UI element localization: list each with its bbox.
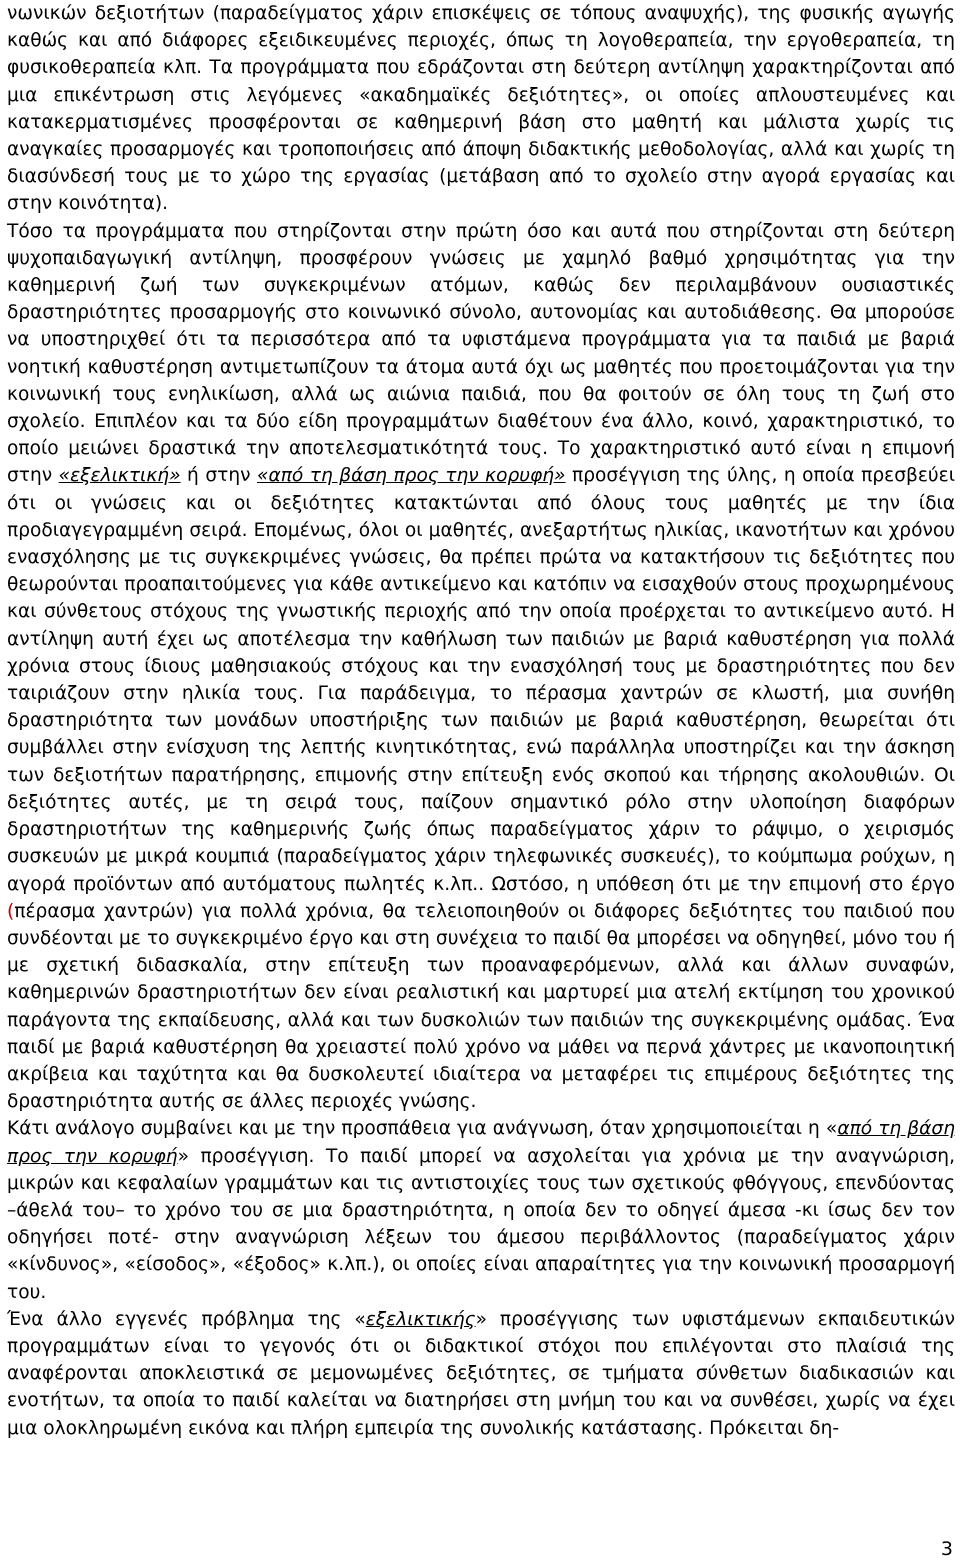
paragraph-3-text-a: Κάτι ανάλογο συμβαίνει και με την προσπάθεια για ανάγνωση, όταν χρησιμοποιείται η « (7, 1118, 838, 1140)
term-exeliktiki: «εξελικτική» (58, 465, 181, 487)
paragraph-3-text-b: » προσέγγιση. Το παιδί μπορεί να ασχολείται για χρόνια με την αναγνώριση, μικρών και κεφαλαίων γραμμάτων και τις αντιστοιχίες τους των σχετικούς φθόγγους, επενδύοντας –άθελά του– το χρόνο του σε μια δραστηριότητα, η οποία δεν το οδηγεί άμεσα -κι ίσως δεν τον οδηγήσει ποτέ- στην αναγνώριση λέξεων του άμεσου περιβάλλοντος (παραδείγματος χάριν «κίνδυνος», «είσοδος», «έξοδος» κ.λπ.), οι οποίες είναι απαραίτητες για την κοινωνική προσαρμογή του. (7, 1145, 955, 1303)
paragraph-2-text-d: πέρασμα χαντρών) για πολλά χρόνια, θα τελειοποιηθούν οι διάφορες δεξιότητες του παιδιού που συνδέονται με το συγκεκριμένο έργο και στη συνέχεια το παιδί θα μπορέσει να οδηγηθεί, μόνο του ή με σχετική διδασκαλία, στην επίτευξη των προαναφερόμενων, αλλά και άλλων συναφών, καθημερινών δραστηριοτήτων δεν είναι ρεαλιστική και μαρτυρεί μια ατελή εκτίμηση του χρονικού παράγοντα της εκπαίδευσης, αλλά και των δυσκολιών των παιδιών της συγκεκριμένης ομάδας. Ένα παιδί με βαριά καθυστέρηση θα χρειαστεί πολύ χρόνο να μάθει να περνά χάντρες με ικανοποιητική ακρίβεια και ταχύτητα και θα δυσκολευτεί ιδιαίτερα να μεταφέρει τις επιμέρους δεξιότητες της δραστηριότητα αυτής σε άλλες περιοχές γνώσης. (7, 900, 955, 1113)
term-exeliktikis: εξελικτικής (365, 1308, 476, 1330)
paragraph-1 (7, 0, 955, 218)
term-bottom-up: «από τη βάση προς την κορυφή» (257, 465, 566, 487)
paragraph-2-text-b: ή στην (180, 465, 257, 487)
paragraph-3 (7, 1115, 955, 1305)
paragraph-4 (7, 1306, 955, 1442)
paragraph-2-text-c: προσέγγιση της ύλης, η οποία πρεσβεύει ότι οι γνώσεις και οι δεξιότητες κατακτώνται από όλους τους μαθητές με την ίδια προδιαγεγραμμένη σειρά. Επομένως, όλοι οι μαθητές, ανεξαρτήτως ηλικίας, ικανοτήτων και χρόνου ενασχόλησης με τις συγκεκριμένες γνώσεις, θα πρέπει πρώτα να κατακτήσουν τις δεξιότητες που θεωρούνται προαπαιτούμενες για κάθε αντικείμενο και κατόπιν να εισαχθούν στους προχωρημένους και σύνθετους στόχους της γνωστικής περιοχής από την οποία προέρχεται το αντικείμενο αυτό. Η αντίληψη αυτή έχει ως αποτέλεσμα την καθήλωση των παιδιών με βαριά καθυστέρηση για πολλά χρόνια στους ίδιους μαθησιακούς στόχους και την ενασχόλησή τους με δραστηριότητες που δεν ταιριάζουν στην ηλικία τους. Για παράδειγμα, το πέρασμα χαντρών σε κλωστή, μια συνήθη δραστηριότητα των μονάδων υποστήριξης των παιδιών με βαριά καθυστέρηση, θεωρείται ότι συμβάλλει στην ενίσχυση της λεπτής κινητικότητας, ενώ παράλληλα υποστηρίζει και την άσκηση των δεξιοτήτων παρατήρησης, επιμονής στην επίτευξη ενός σκοπού και τήρησης ακολουθιών. Οι δεξιότητες αυτές, με τη σειρά τους, παίζουν σημαντικό ρόλο στην υλοποίηση διαφόρων δραστηριοτήτων της καθημερινής ζωής όπως παραδείγματος χάριν το ράψιμο, ο χειρισμός συσκευών με μικρά κουμπιά (παραδείγματος χάριν τηλεφωνικές συσκευές), το κούμπωμα ρούχων, η αγορά προϊόντων από αυτόματους πωλητές κ.λπ.. Ωστόσο, η υπόθεση ότι με την επιμονή στο έργο (7, 465, 956, 895)
red-parenthesis: ( (7, 900, 15, 922)
paragraph-2-text-a: Τόσο τα προγράμματα που στηρίζονται στην πρώτη όσο και αυτά που στηρίζονται στη δεύτερη ψυχοπαιδαγωγική αντίληψη, προσφέρουν γνώσεις με χαμηλό βαθμό χρησιμότητας για την καθημερινή ζωή των συγκεκριμένων ατόμων, καθώς δεν περιλαμβάνουν ουσιαστικές δραστηριότητες προσαρμογής στο κοινωνικό σύνολο, αυτονομίας και αυτοδιάθεσης. Θα μπορούσε να υποστηριχθεί ότι τα περισσότερα από τα υφιστάμενα προγράμματα για τα παιδιά με βαριά νοητική καθυστέρηση αντιμετωπίζουν τα άτομα αυτά όχι ως μαθητές που προετοιμάζονται για την κοινωνική τους ενηλικίωση, αλλά ως αιώνια παιδιά, που θα φοιτούν σε όλη τους τη ζωή στο σχολείο. Επιπλέον και τα δύο είδη προγραμμάτων διαθέτουν ένα άλλο, κοινό, χαρακτηριστικό, το οποίο μειώνει δραστικά την αποτελεσματικότητά τους. Το χαρακτηριστικό αυτό είναι η επιμονή στην (7, 220, 955, 487)
term-bottom-up-2: από τη βάση προς την κορυφή (7, 1118, 955, 1167)
paragraph-4-text-b: » προσέγγισης των υφιστάμενων εκπαιδευτικών προγραμμάτων είναι το γεγονός ότι οι διδακτικοί στόχοι που επιλέγονται στο πλαίσιά της αναφέρονται αποκλειστικά σε μεμονωμένες δεξιότητες, σε τμήματα σύνθετων διαδικασιών και ενοτήτων, τα οποία το παιδί καλείται να διατηρήσει στη μνήμη του και να συνθέσει, χωρίς να έχει μια ολοκληρωμένη εικόνα και πλήρη εμπειρία της συνολικής κατάστασης. Πρόκειται δη- (7, 1308, 955, 1439)
page-number: 3 (940, 1538, 953, 1560)
paragraph-1-text: νωνικών δεξιοτήτων (παραδείγματος χάριν επισκέψεις σε τόπους αναψυχής), της φυσικής αγωγής καθώς και από διάφορες εξειδικευμένες περιοχές, όπως τη λογοθεραπεία, την εργοθεραπεία, τη φυσικοθεραπεία κλπ. Τα προγράμματα που εδράζονται στη δεύτερη αντίληψη χαρακτηρίζονται από μια επικέντρωση στις λεγόμενες «ακαδημαϊκές δεξιότητες», οι οποίες απλουστευμένες και κατακερματισμένες προσφέρονται σε καθημερινή βάση στο μαθητή και μάλιστα χωρίς τις αναγκαίες προσαρμογές και τροποποιήσεις από άποψη διδακτικής μεθοδολογίας, αλλά και χωρίς τη διασύνδεσή τους με το χώρο της εργασίας (μετάβαση από το σχολείο στην αγορά εργασίας και στην κοινότητα). (7, 3, 955, 215)
document-page (7, 0, 955, 1442)
paragraph-2 (7, 218, 955, 1116)
paragraph-4-text-a: Ένα άλλο εγγενές πρόβλημα της « (7, 1308, 366, 1330)
